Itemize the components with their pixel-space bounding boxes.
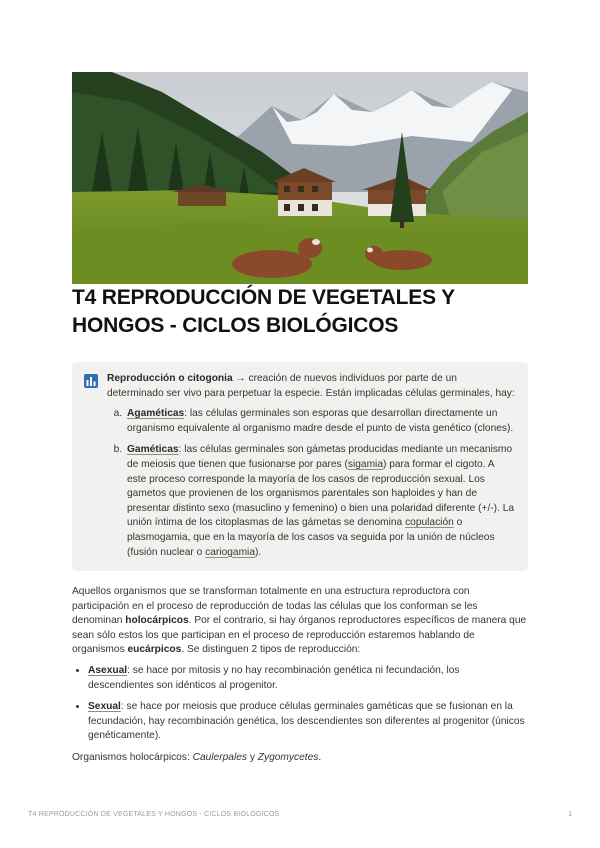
bullet-list [72, 664, 528, 744]
text: . [318, 751, 322, 763]
body-text [72, 585, 528, 766]
item-text: : las células germinales son gámetas producidas mediante un mecanismo de meiosis que tienen que fusionarse por pares ( [127, 444, 513, 470]
callout-intro [107, 372, 516, 401]
text: : se hace por meiosis que produce células germinales gaméticas que se fusionan en la fecundación, hay recombinación genética, los descendientes son diferentes al progenitor (únicos genéticamente). [88, 701, 525, 742]
link-sigamia[interactable]: sigamia [347, 458, 383, 470]
term-sexual: Sexual [88, 701, 121, 713]
item-text: : las células germinales son esporas que desarrollan directamente un organismo equivalente al organismo madre desde el punto de vista genético (clones). [127, 408, 514, 434]
list-item-agameticas [125, 407, 516, 436]
bar-chart-icon [84, 374, 98, 388]
link-cariogamia[interactable]: cariogamia [205, 546, 255, 558]
footer-title: T4 REPRODUCCIÓN DE VEGETALES Y HONGOS - CICLOS BIOLÓGICOS [28, 811, 280, 818]
intro-term: Reproducción o citogonia [107, 373, 233, 384]
text: . Por el contrario, si hay órganos reproductores específicos de manera que sean sólo estos los que participan en el proceso de reproducción estaremos hablando de organismos [72, 615, 527, 656]
text: Organismos holocárpicos: [72, 751, 193, 763]
term-eucarpicos: eucárpicos [127, 644, 182, 656]
list-item-asexual [88, 664, 528, 693]
taxon-zygomycetes: Zygomycetes [257, 751, 319, 763]
text: y [246, 751, 258, 763]
item-text: ) para formar el cigoto. A este proceso corresponde la mayoría de los casos de reproducción sexual. Los gametos que provienen de los organismos parentales son haploides y han de presentar distinto sexo (masuclino y femenino) o bien una polaridad diferente (+/-). La unión íntima de los citoplasmas de las gámetas se denomina [127, 458, 515, 529]
term-asexual: Asexual [88, 664, 128, 676]
link-copulacion[interactable]: copulación [405, 517, 454, 529]
text: . Se distinguen 2 tipos de reproducción: [181, 644, 361, 656]
item-text: ). [255, 546, 262, 558]
term-holocarpicos: holocárpicos [125, 615, 189, 627]
list-item-sexual [88, 700, 528, 744]
paragraph [72, 585, 528, 658]
callout-box [72, 362, 528, 571]
text: : se hace por mitosis y no hay recombinación genética ni fecundación, los descendientes son idénticos al progenitor. [88, 664, 460, 691]
list-item-gameticas [125, 443, 516, 560]
intro-text: → creación de nuevos individuos por parte de un determinado ser vivo para perpetuar la especie. Están implicadas células germinales, hay: [107, 373, 515, 399]
page-number: 1 [568, 811, 572, 818]
term-agameticas: Agaméticas [127, 408, 185, 420]
paragraph [72, 751, 528, 766]
item-text: o plasmogamia, que en la mayoría de los casos va seguida por la unión de núcleos (fusión nuclear o [127, 517, 495, 558]
term-gameticas: Gaméticas [127, 444, 179, 456]
page-title: T4 REPRODUCCIÓN DE VEGETALES Y HONGOS - CICLOS BIOLÓGICOS [72, 286, 455, 337]
taxon-caulerpales: Caulerpales [192, 751, 247, 763]
callout-list [107, 407, 516, 560]
cover-image [72, 72, 528, 284]
text: Aquellos organismos que se transforman totalmente en una estructura reproductora con participación en el proceso de reproducción de todas las células que los conforman se les denominan [72, 586, 478, 627]
